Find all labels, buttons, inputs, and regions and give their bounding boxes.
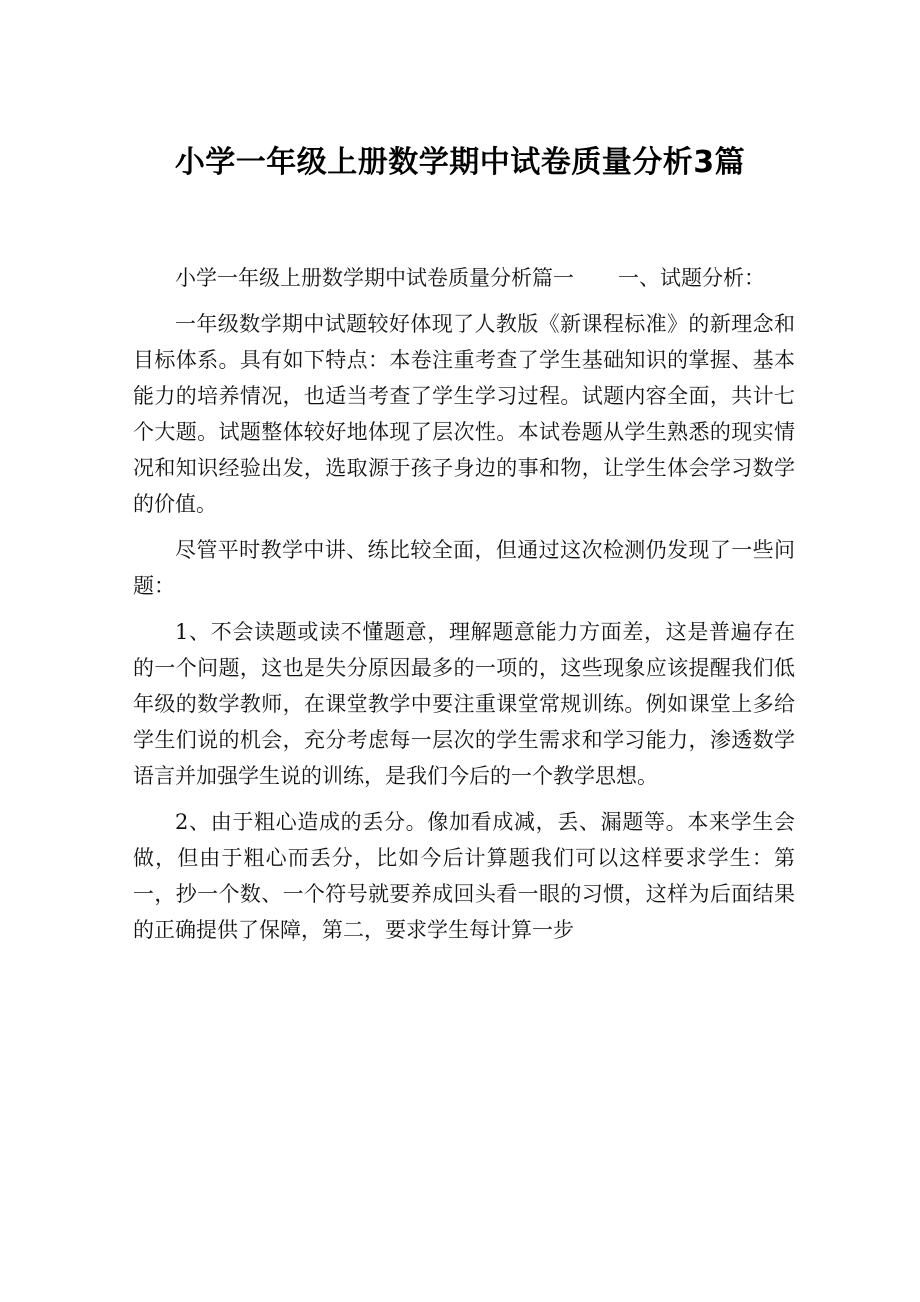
document-body (133, 260, 795, 958)
paragraph-problem-2: 2、由于粗心造成的丢分。像加看成减，丢、漏题等。本来学生会做，但由于粗心而丢分，比如今后计算题我们可以这样要求学生：第一，抄一个数、一个符号就要养成回头看一眼的习惯，这样为后面结果的正确提供了保障，第二，要求学生每计算一步 (133, 810, 795, 942)
paragraph-problems-intro: 尽管平时教学中讲、练比较全面，但通过这次检测仍发现了一些问题： (133, 538, 795, 598)
paragraph-intro-lead: 小学一年级上册数学期中试卷质量分析篇一 (175, 266, 574, 290)
paragraph-intro-tail: 一、试题分析： (618, 266, 765, 290)
paragraph-intro (133, 260, 795, 296)
paragraph-problem-1: 1、不会读题或读不懂题意，理解题意能力方面差，这是普遍存在的一个问题，这也是失分原因最多的一项的，这些现象应该提醒我们低年级的数学教师，在课堂教学中要注重课堂常规训练。例如课堂上多给学生们说的机会，充分考虑每一层次的学生需求和学习能力，渗透数学语言并加强学生说的训练，是我们今后的一个教学思想。 (133, 620, 795, 788)
paragraph-features: 一年级数学期中试题较好体现了人教版《新课程标准》的新理念和目标体系。具有如下特点：本卷注重考查了学生基础知识的掌握、基本能力的培养情况，也适当考查了学生学习过程。试题内容全面，共计七个大题。试题整体较好地体现了层次性。本试卷题从学生熟悉的现实情况和知识经验出发，选取源于孩子身边的事和物，让学生体会学习数学的价值。 (133, 312, 795, 516)
document-title: 小学一年级上册数学期中试卷质量分析3篇 (174, 145, 746, 180)
